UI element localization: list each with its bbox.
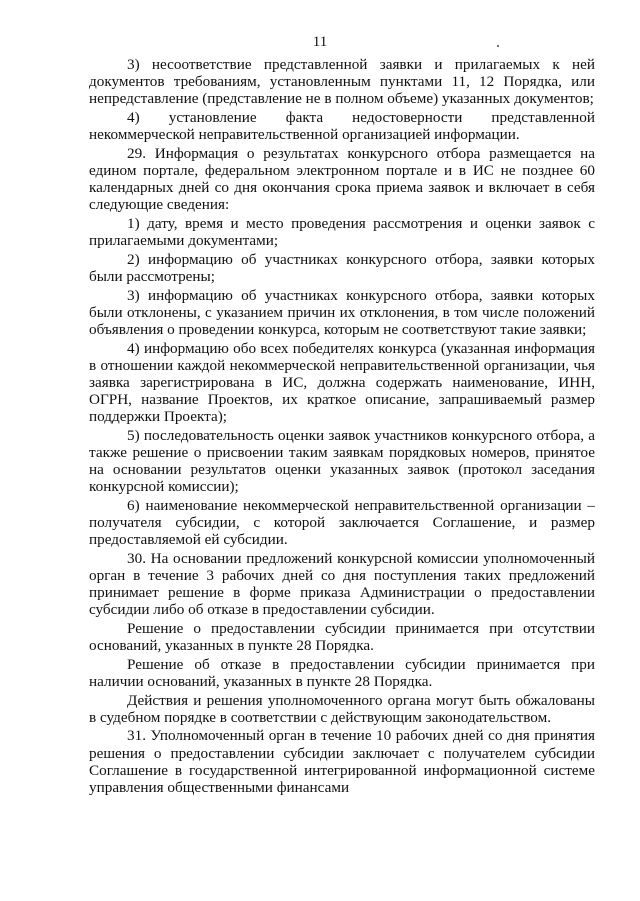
paragraph-rejection-reason-4: 4) установление факта недостоверности представленной некоммерческой неправительственной организацией информации.	[89, 108, 595, 144]
paragraph-info-item-1: 1) дату, время и место проведения рассмотрения и оценки заявок с прилагаемыми документами;	[89, 214, 595, 250]
paragraph-rejection-reason-3: 3) несоответствие представленной заявки и прилагаемых к ней документов требованиям, установленным пунктами 11, 12 Порядка, или непредставление (представление не в полном объеме) указанных документов;	[89, 56, 595, 108]
paragraph-clause-29: 29. Информация о результатах конкурсного отбора размещается на едином портале, федеральном электронном портале и в ИС не позднее 60 календарных дней со дня окончания срока приема заявок и включает в себя следующие сведения:	[89, 144, 595, 214]
paragraph-info-item-5: 5) последовательность оценки заявок участников конкурсного отбора, а также решение о присвоении таким заявкам порядковых номеров, принятое на основании результатов оценки указанных заявок (протокол заседания конкурсной комиссии);	[89, 426, 595, 496]
document-body	[89, 56, 595, 798]
paragraph-grant-decision: Решение о предоставлении субсидии принимается при отсутствии оснований, указанных в пункте 28 Порядка.	[89, 620, 595, 655]
paragraph-appeal: Действия и решения уполномоченного органа могут быть обжалованы в судебном порядке в соответствии с действующим законодательством.	[89, 691, 595, 726]
paragraph-clause-30: 30. На основании предложений конкурсной комиссии уполномоченный орган в течение 3 рабочих дней со дня поступления таких предложений принимает решение в форме приказа Администрации о предоставлении субсидии либо об отказе в предоставлении субсидии.	[89, 549, 595, 619]
paragraph-info-item-3: 3) информацию об участниках конкурсного отбора, заявки которых были отклонены, с указанием причин их отклонения, в том числе положений объявления о проведении конкурса, которым не соответствуют такие заявки;	[89, 286, 595, 338]
paragraph-refusal-decision: Решение об отказе в предоставлении субсидии принимается при наличии оснований, указанных в пункте 28 Порядка.	[89, 655, 595, 690]
paragraph-clause-31: 31. Уполномоченный орган в течение 10 рабочих дней со дня принятия решения о предоставлении субсидии заключает с получателем субсидии Соглашение в государственной интегрированной информационной системе управления общественными финансами	[89, 727, 595, 796]
scan-speck	[497, 45, 499, 47]
paragraph-info-item-6: 6) наименование некоммерческой неправительственной организации – получателя субсидии, с которой заключается Соглашение, и размер предоставляемой ей субсидии.	[89, 496, 595, 549]
paragraph-info-item-4: 4) информацию обо всех победителях конкурса (указанная информация в отношении каждой некоммерческой неправительственной организации, чья заявка зарегистрирована в ИС, должна содержать наименование, ИНН, ОГРН, название Проектов, их краткое описание, запрашиваемый размер поддержки Проекта);	[89, 339, 595, 426]
page-number: 11	[312, 34, 328, 50]
paragraph-info-item-2: 2) информацию об участниках конкурсного отбора, заявки которых были рассмотрены;	[89, 250, 595, 285]
